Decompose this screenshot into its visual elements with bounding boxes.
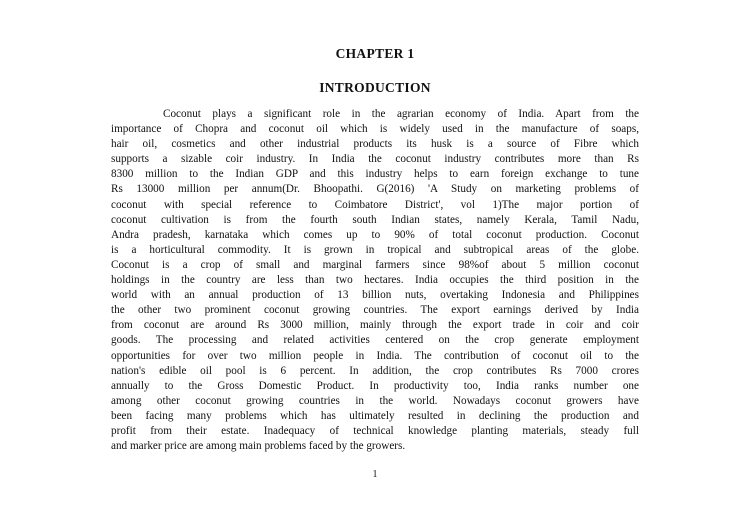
paragraph-line: coconut with special reference to Coimbatore District', vol 1)The major portion of — [111, 198, 639, 211]
paragraph-line: holdings in the country are less than two hectares. India occupies the third position in the — [111, 274, 639, 287]
paragraph-line: coconut cultivation is from the fourth south Indian states, namely Kerala, Tamil Nadu, — [111, 213, 639, 226]
page-number: 1 — [372, 469, 378, 480]
paragraph-line: goods. The processing and related activities centered on the crop generate employment — [111, 334, 639, 347]
paragraph-line: profit from their estate. Inadequacy of technical knowledge planting materials, steady full — [111, 424, 639, 437]
paragraph-line: nation's edible oil pool is 6 percent. In addition, the crop contributes Rs 7000 crores — [111, 364, 639, 377]
body-paragraph — [111, 107, 639, 454]
paragraph-line: from coconut are around Rs 3000 million, mainly through the export trade in coir and coir — [111, 319, 639, 332]
chapter-heading: CHAPTER 1 — [335, 46, 415, 61]
paragraph-line: opportunities for over two million people in India. The contribution of coconut oil to the — [111, 349, 639, 362]
paragraph-line: supports a sizable coir industry. In India the coconut industry contributes more than Rs — [111, 153, 639, 166]
paragraph-line: the other two prominent coconut growing countries. The export earnings derived by India — [111, 304, 639, 317]
section-title: INTRODUCTION — [319, 80, 431, 95]
paragraph-line: been facing many problems which has ultimately resulted in declining the production and — [111, 409, 639, 422]
paragraph-line: Andra pradesh, karnataka which comes up to 90% of total coconut production. Coconut — [111, 228, 639, 241]
paragraph-line: Coconut plays a significant role in the agrarian economy of India. Apart from the — [163, 108, 639, 120]
paragraph-line: 8300 million to the Indian GDP and this industry helps to earn foreign exchange to tune — [111, 168, 639, 181]
paragraph-line: and marker price are among main problems faced by the growers. — [111, 440, 406, 453]
paragraph-line: Coconut is a crop of small and marginal farmers since 98%of about 5 million coconut — [111, 258, 639, 271]
paragraph-line: hair oil, cosmetics and other industrial products its husk is a source of Fibre which — [111, 138, 639, 151]
paragraph-line: annually to the Gross Domestic Product. In productivity too, India ranks number one — [111, 379, 639, 392]
paragraph-line: importance of Chopra and coconut oil which is widely used in the manufacture of soaps, — [111, 123, 639, 136]
paragraph-line: Rs 13000 million per annum(Dr. Bhoopathi. G(2016) 'A Study on marketing problems of — [111, 183, 639, 196]
paragraph-line: among other coconut growing countries in the world. Nowadays coconut growers have — [111, 394, 639, 407]
paragraph-line: is a horticultural commodity. It is grown in tropical and subtropical areas of the globe. — [111, 243, 639, 256]
paragraph-line: world with an annual production of 13 billion nuts, overtaking Indonesia and Philippines — [111, 289, 639, 302]
